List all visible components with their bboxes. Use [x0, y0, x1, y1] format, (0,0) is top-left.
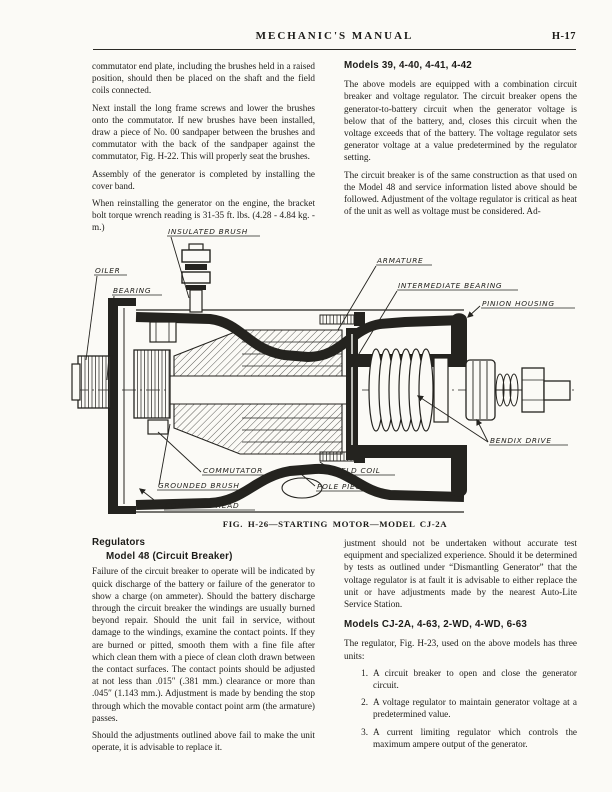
section-heading-models-cj2a: Models CJ-2A, 4-63, 2-WD, 4-WD, 6-63	[344, 619, 528, 631]
label-oiler: OILER	[95, 266, 121, 275]
list-item-text: A voltage regulator to maintain generator voltage at a predetermined value.	[373, 697, 577, 720]
bendix-spring	[369, 349, 433, 431]
column-bottom-right	[344, 537, 577, 755]
drive-end-cap	[522, 368, 544, 412]
header-rule	[93, 49, 576, 50]
label-commutator: COMMUTATOR	[203, 466, 263, 475]
column-top-right	[344, 60, 577, 222]
label-bendix-drive: BENDIX DRIVE	[490, 436, 552, 445]
paragraph: Failure of the circuit breaker to operate will be indicated by quick discharge of the battery or failure of the generator to show a charge (on ammeter). Should the battery discharge through the circuit breaker the windings are usually burned beyond repair. Should the unit fail in service, without damage to the windings, examine the contact points. If they are burned or pitted, smooth them with a fine file after which clean them with a piece of clean cloth drawn between the contact surfaces. The contact points should be adjusted at not less than .015″ (.381 mm.) clearance or more than .045″ (1.143 mm.). Adjustment is made by bending the stop through which the movable contact point arm (the armature) passes.	[92, 566, 315, 723]
label-intermediate-bearing: INTERMEDIATE BEARING	[398, 281, 503, 290]
label-grounded-brush: GROUNDED BRUSH	[158, 481, 240, 490]
paragraph: When reinstalling the generator on the engine, the bracket bolt torque wrench reading is 31-35 ft. lbs. (4.28 - 4.84 kg. - m.)	[92, 198, 315, 233]
paragraph: commutator end plate, including the brushes held in a raised position, should then be placed on the shaft and the field coils connected.	[92, 61, 315, 96]
pole-shoe-screw-top	[320, 312, 365, 326]
paragraph: The regulator, Fig. H-23, used on the above models has three units:	[344, 638, 577, 661]
list-item-number: 2.	[361, 697, 368, 708]
starting-motor-diagram	[70, 224, 585, 518]
insulated-brush-holder	[150, 322, 176, 342]
shaft-end	[544, 381, 570, 400]
paragraph: Next install the long frame screws and lower the brushes onto the commutator. If new brushes have been installed, draw a piece of No. 00 sandpaper between the brushes and commutator with the back of the sandpaper against the commutator, Fig. H-22. This will properly seat the brushes.	[92, 102, 315, 162]
label-bearing: BEARING	[113, 286, 152, 295]
page-title: MECHANIC'S MANUAL	[255, 30, 414, 42]
label-armature: ARMATURE	[377, 256, 424, 265]
page-number: H-17	[551, 31, 576, 42]
section-heading-regulators: Regulators	[92, 537, 146, 548]
paragraph: The above models are equipped with a combination circuit breaker and voltage regulator. The circuit breaker opens the generator-to-battery circuit when the generator voltage is below that of the battery, and, closes this circuit when the voltage exceeds that of the battery. The voltage regulator sets generator voltage at a value predetermined by the regulator setting.	[344, 79, 577, 163]
regulator-units-list	[344, 667, 577, 750]
list-item-text: A current limiting regulator which controls the maximum ampere output of the generator.	[373, 726, 577, 749]
label-pole-piece: POLE PIECE	[317, 482, 367, 491]
commutator-cylinder	[134, 350, 170, 418]
bearing-boss	[78, 356, 112, 408]
drive-collar	[434, 358, 448, 422]
list-item	[344, 667, 577, 691]
terminal-stud	[182, 244, 210, 312]
section-heading-model-48: Model 48 (Circuit Breaker)	[106, 551, 233, 563]
label-pinion-housing: PINION HOUSING	[482, 299, 555, 308]
paragraph: Should the adjustments outlined above fail to make the unit operate, it is advisable to replace it.	[92, 730, 315, 753]
section-heading-models-39: Models 39, 4-40, 4-41, 4-42	[344, 60, 472, 71]
pinion-gear	[466, 360, 495, 420]
paragraph: The circuit breaker is of the same construction as that used on the Model 48 and service information listed above should be followed. Adjustment of the voltage regulator is critical as heat of the unit as well as voltage must be considered. Ad-	[344, 169, 577, 217]
list-item-number: 1.	[361, 667, 368, 678]
grounded-brush-holder	[148, 420, 168, 434]
column-bottom-left	[92, 537, 315, 758]
inspection-hole	[282, 478, 322, 498]
paragraph: justment should not be undertaken without accurate test equipment and specialized experience. Should it be determined by tests as outlined under “Dismantling Generator” that the voltage regulator is at fault it is advisable to either replace the unit or have adjustments made by the nearest Auto-Lite Service Station.	[344, 538, 577, 610]
list-item	[344, 726, 577, 750]
column-top-left	[92, 60, 315, 239]
label-comm-end-head: COMM END HEAD	[165, 501, 240, 510]
label-insulated-brush: INSULATED BRUSH	[168, 227, 249, 236]
oiler-cap	[72, 364, 80, 400]
list-item-number: 3.	[361, 726, 368, 737]
paragraph: Assembly of the generator is completed by installing the cover band.	[92, 168, 315, 191]
list-item	[344, 696, 577, 720]
armature-shaft	[170, 376, 346, 404]
list-item-text: A circuit breaker to open and close the generator circuit.	[373, 667, 577, 691]
label-field-coil: FIELD COIL	[333, 466, 381, 475]
figure-caption: FIG. H-26—STARTING MOTOR—MODEL CJ-2A	[222, 519, 448, 529]
